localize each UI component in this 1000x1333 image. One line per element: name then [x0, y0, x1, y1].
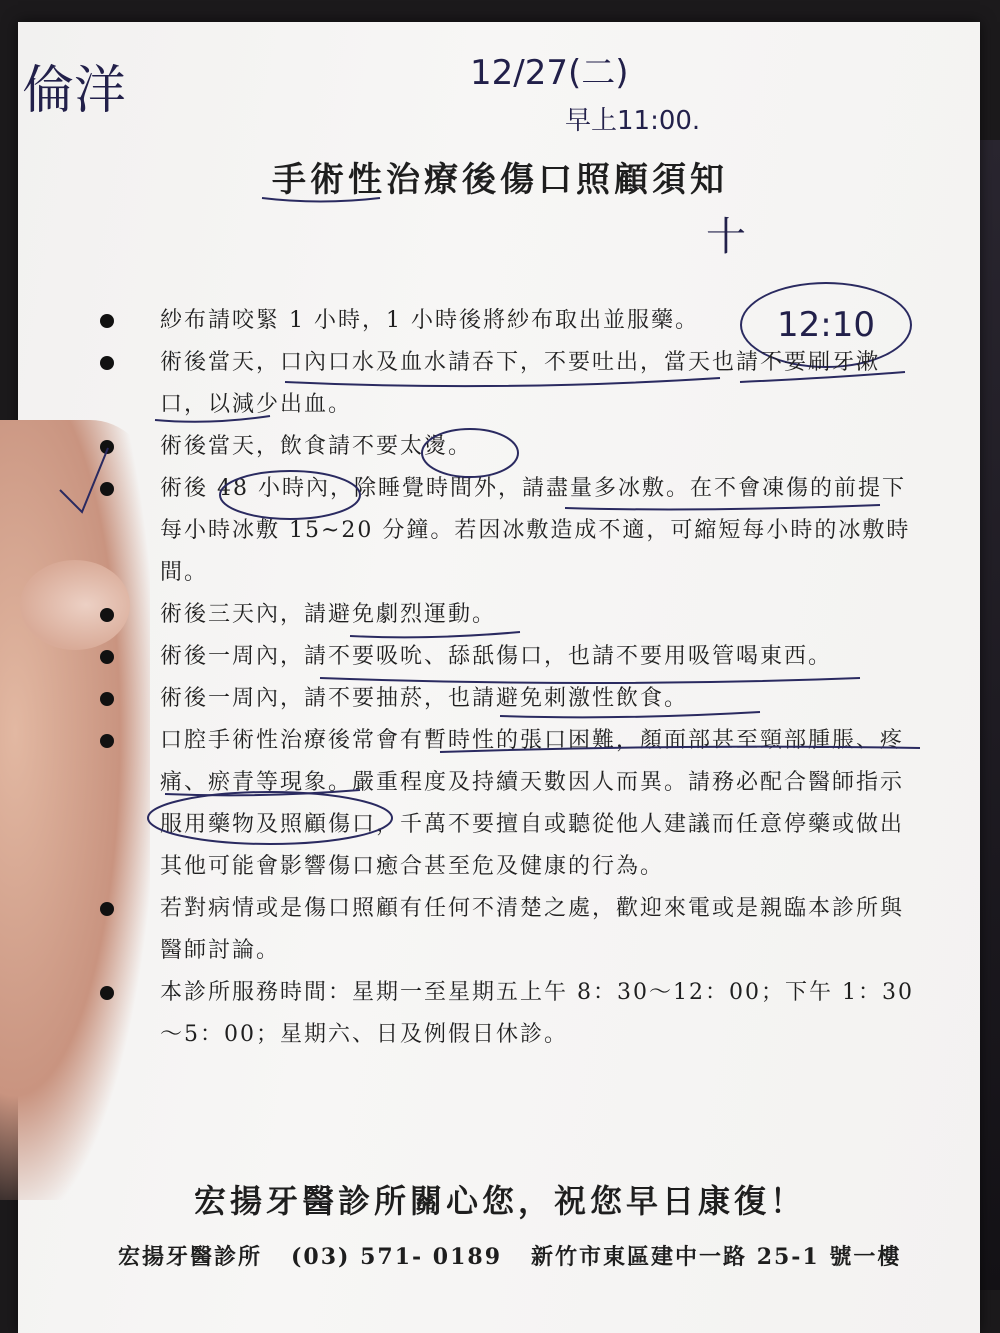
item-text: 口腔手術性治療後常會有暫時性的張口困難，顏面部甚至頸部腫脹、疼痛、瘀青等現象。嚴重程度及持續天數因人而異。請務必配合醫師指示服用藥物及照顧傷口，千萬不要擅自或聽從他人建議而任意停藥或做出其他可能會影響傷口癒合甚至危及健康的行為。	[160, 728, 905, 879]
clinic-address: 新竹市東區建中一路 25-1 號一樓	[531, 1244, 902, 1270]
clinic-name: 宏揚牙醫診所	[118, 1244, 263, 1270]
underline-stroke	[350, 632, 520, 637]
handwritten-name: 倫洋	[22, 61, 127, 121]
circle-stroke	[422, 429, 518, 477]
item-text: 本診所服務時間：星期一至星期五上午 8：30～12：00；下午 1：30～5：00；星期六、日及例假日休診。	[160, 980, 914, 1047]
title-underline	[262, 198, 380, 202]
underline-stroke	[285, 378, 720, 386]
item-text: 若對病情或是傷口照顧有任何不清楚之處，歡迎來電或是親臨本診所與醫師討論。	[160, 896, 905, 963]
handwritten-time: 早上11:00.	[565, 106, 701, 136]
underline-stroke	[320, 678, 860, 683]
underline-stroke	[565, 505, 880, 509]
handwritten-date: 12/27(二)	[470, 53, 629, 93]
handwritten-circled-time: 12:10	[740, 282, 912, 368]
clinic-phone: (03) 571- 0189	[291, 1244, 503, 1270]
handwritten-mark: 十	[706, 214, 746, 260]
closing-message: 宏揚牙醫診所關心您，祝您早日康復！	[193, 1182, 806, 1220]
underline-stroke	[500, 712, 760, 717]
item-text: 術後一周內，請不要抽菸，也請避免刺激性飲食。	[160, 686, 689, 711]
circle-stroke	[220, 471, 360, 519]
underline-stroke	[155, 416, 270, 422]
checkmark-stroke	[60, 448, 108, 512]
item-text: 術後當天，口內口水及血水請吞下，不要吐出，當天也請不要刷牙漱口，以減少出血。	[160, 350, 881, 417]
clinic-info	[118, 1240, 901, 1271]
page-title: 手術性治療後傷口照顧須知	[272, 160, 728, 200]
item-text: 術後 48 小時內，除睡覺時間外，請盡量多冰敷。在不會凍傷的前提下每小時冰敷 15~20 分鐘。若因冰敷造成不適，可縮短每小時的冰敷時間。	[160, 476, 911, 585]
item-text: 術後一周內，請不要吸吮、舔舐傷口，也請不要用吸管喝東西。	[160, 644, 833, 669]
item-text: 術後三天內，請避免劇烈運動。	[160, 602, 497, 627]
circle-stroke	[148, 792, 392, 844]
item-text: 紗布請咬緊 1 小時，1 小時後將紗布取出並服藥。	[160, 308, 699, 333]
item-text: 術後當天，飲食請不要太燙。	[160, 434, 473, 459]
underline-stroke	[440, 747, 920, 752]
underline-stroke	[740, 372, 905, 382]
